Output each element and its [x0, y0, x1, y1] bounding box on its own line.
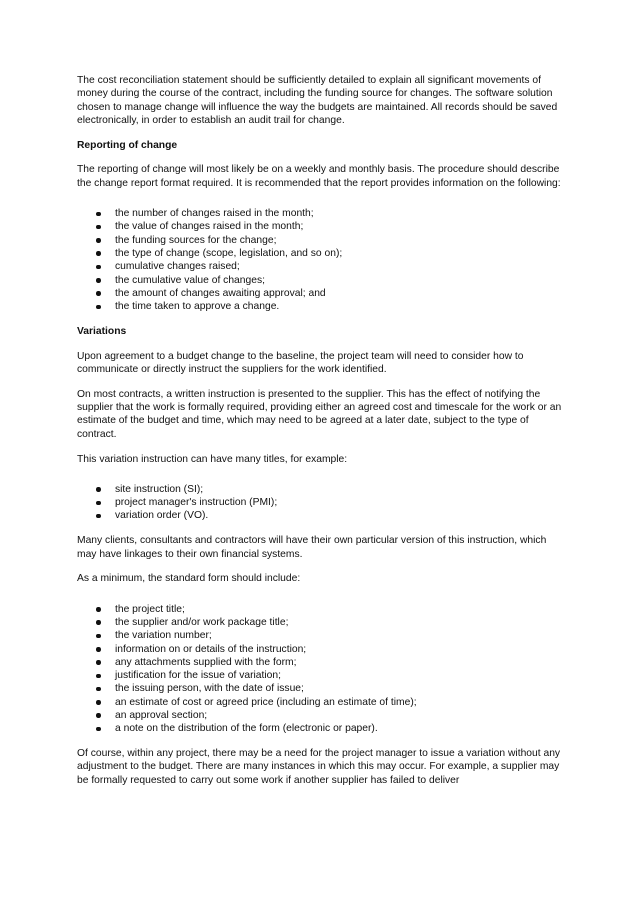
list-item: an estimate of cost or agreed price (including an estimate of time);: [77, 696, 567, 709]
paragraph-instruction-titles: This variation instruction can have many titles, for example:: [77, 453, 348, 465]
bullet-icon: [96, 251, 101, 256]
bullet-icon: [96, 291, 101, 296]
list-item: an approval section;: [77, 709, 567, 722]
paragraph-budget-change: Upon agreement to a budget change to the baseline, the project team will need to consider how to communicate or directly instruct the suppliers for the work identified.: [77, 350, 524, 376]
list-item: the variation number;: [77, 629, 567, 642]
list-item: the funding sources for the change;: [77, 234, 567, 247]
bullet-icon: [96, 514, 101, 519]
paragraph-written-instruction: On most contracts, a written instruction is presented to the supplier. This has the effect of notifying the supplier that the work is formally required, providing either an agreed cost and timescale for the work or an estimate of the budget and time, which may need to be agreed at a later date, subject to the type of contract.: [77, 388, 562, 440]
bullet-icon: [96, 501, 101, 506]
heading-variations: Variations: [77, 325, 127, 337]
bullet-icon: [96, 225, 101, 230]
bullet-icon: [96, 674, 101, 679]
bullet-icon: [96, 620, 101, 625]
standard-form-list: [77, 603, 567, 736]
report-information-list: [77, 207, 567, 313]
bullet-icon: [96, 660, 101, 665]
list-item: justification for the issue of variation;: [77, 669, 567, 682]
paragraph-variation-without-budget: Of course, within any project, there may be a need for the project manager to issue a variation without any adjustment to the budget. There are many instances in which this may occur. For example, a supplier may be formally requested to carry out some work if another supplier has failed to deliver: [77, 748, 561, 786]
bullet-icon: [96, 727, 101, 732]
list-item: the amount of changes awaiting approval; and: [77, 287, 567, 300]
bullet-icon: [96, 713, 101, 718]
bullet-icon: [96, 687, 101, 692]
list-item: the value of changes raised in the month;: [77, 220, 567, 233]
list-item: the supplier and/or work package title;: [77, 616, 567, 629]
list-item: variation order (VO).: [77, 509, 567, 522]
bullet-icon: [96, 647, 101, 652]
paragraph-client-versions: Many clients, consultants and contractors will have their own particular version of this instruction, which may have linkages to their own financial systems.: [77, 535, 547, 560]
bullet-icon: [96, 238, 101, 243]
list-item: information on or details of the instruction;: [77, 643, 567, 656]
list-item: the project title;: [77, 603, 567, 616]
list-item: a note on the distribution of the form (electronic or paper).: [77, 722, 567, 735]
bullet-icon: [96, 278, 101, 283]
list-item: project manager's instruction (PMI);: [77, 496, 567, 509]
list-item: cumulative changes raised;: [77, 260, 567, 273]
list-item: the type of change (scope, legislation, and so on);: [77, 247, 567, 260]
paragraph-standard-form: As a minimum, the standard form should include:: [77, 573, 301, 585]
paragraph-cost-reconciliation: The cost reconciliation statement should be sufficiently detailed to explain all significant movements of money during the course of the contract, including the funding source for changes. The software solution chosen to manage change will influence the way the budgets are maintained. All records should be saved electronically, in order to establish an audit trail for change.: [77, 75, 558, 126]
document-page: [77, 74, 567, 787]
list-item: the cumulative value of changes;: [77, 274, 567, 287]
bullet-icon: [96, 487, 101, 492]
list-item: site instruction (SI);: [77, 483, 567, 496]
bullet-icon: [96, 265, 101, 270]
instruction-titles-list: [77, 483, 567, 523]
list-item: the issuing person, with the date of issue;: [77, 682, 567, 695]
bullet-icon: [96, 305, 101, 310]
list-item: the number of changes raised in the month;: [77, 207, 567, 220]
bullet-icon: [96, 607, 101, 612]
paragraph-reporting-procedure: The reporting of change will most likely be on a weekly and monthly basis. The procedure should describe the change report format required. It is recommended that the report provides information on the following:: [77, 164, 561, 189]
heading-reporting-of-change: Reporting of change: [77, 139, 178, 151]
bullet-icon: [96, 700, 101, 705]
list-item: any attachments supplied with the form;: [77, 656, 567, 669]
bullet-icon: [96, 634, 101, 639]
bullet-icon: [96, 212, 101, 217]
list-item: the time taken to approve a change.: [77, 300, 567, 313]
